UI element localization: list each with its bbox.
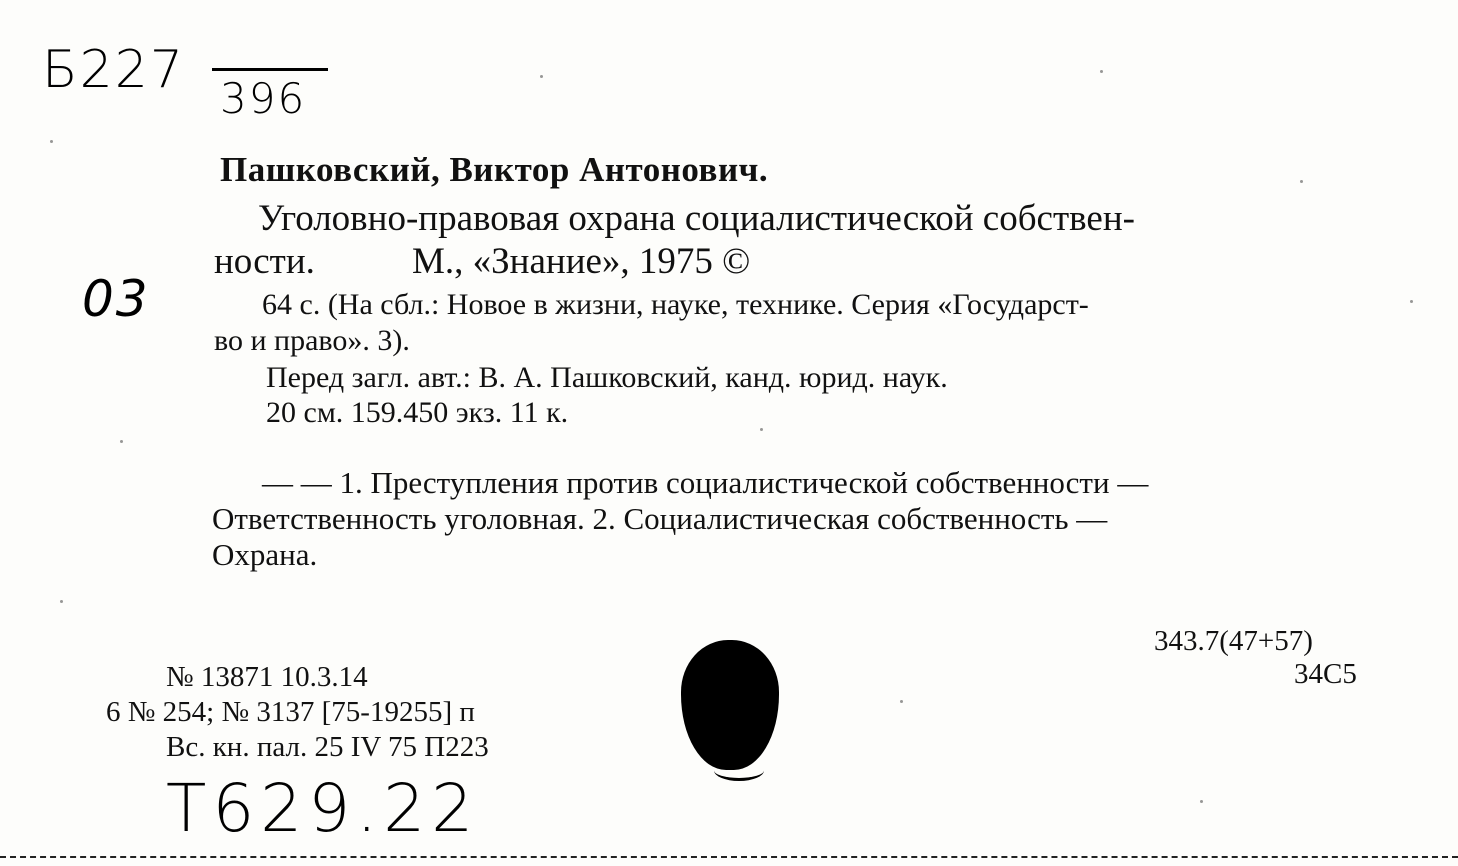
- author-code: 34С5: [1294, 658, 1357, 690]
- card-number-line-2: 6 № 254; № 3137 [75-19255] п: [106, 696, 475, 728]
- subject-line-3: Охрана.: [212, 537, 318, 572]
- card-number-line-1: № 13871 10.3.14: [166, 661, 368, 693]
- scan-speck: [1200, 800, 1203, 803]
- scan-speck: [120, 440, 123, 443]
- handwritten-shelf-mark: Б227: [42, 40, 185, 100]
- scan-speck: [50, 140, 53, 143]
- subject-line-1: — — 1. Преступления против социалистической собственности —: [262, 465, 1149, 500]
- scan-speck: [540, 75, 543, 78]
- handwritten-inventory-number: Т629.22: [166, 770, 480, 847]
- card-bottom-edge: [0, 856, 1458, 858]
- udc-classification: 343.7(47+57): [1154, 625, 1313, 657]
- author-note: Перед загл. авт.: В. А. Пашковский, канд. юрид. наук.: [266, 361, 948, 394]
- title-line-1: Уголовно-правовая охрана социалистической собствен-: [258, 198, 1135, 239]
- scan-speck: [760, 428, 763, 431]
- handwritten-mark-03: 03: [82, 270, 150, 328]
- card-number-line-3: Вс. кн. пал. 25 IV 75 П223: [166, 731, 489, 763]
- scan-speck: [1410, 300, 1413, 303]
- scan-speck: [60, 600, 63, 603]
- collation-line-1: 64 с. (На сбл.: Новое в жизни, науке, технике. Серия «Государст-: [262, 288, 1089, 321]
- scan-speck: [1100, 70, 1103, 73]
- punched-hole: [681, 640, 779, 770]
- scan-speck: [1300, 180, 1303, 183]
- size-and-price: 20 см. 159.450 экз. 11 к.: [266, 396, 569, 429]
- author-heading: Пашковский, Виктор Антонович.: [220, 150, 769, 189]
- imprint: М., «Знание», 1975 ©: [412, 241, 751, 282]
- scan-speck: [900, 700, 903, 703]
- handwritten-shelf-sub: 396: [220, 74, 307, 123]
- punched-hole-rim: [714, 760, 764, 781]
- collation-line-2: во и право». 3).: [214, 324, 410, 357]
- title-line-2: ности.: [214, 241, 315, 282]
- subject-line-2: Ответственность уголовная. 2. Социалистическая собственность —: [212, 501, 1108, 536]
- fraction-bar: [212, 68, 328, 71]
